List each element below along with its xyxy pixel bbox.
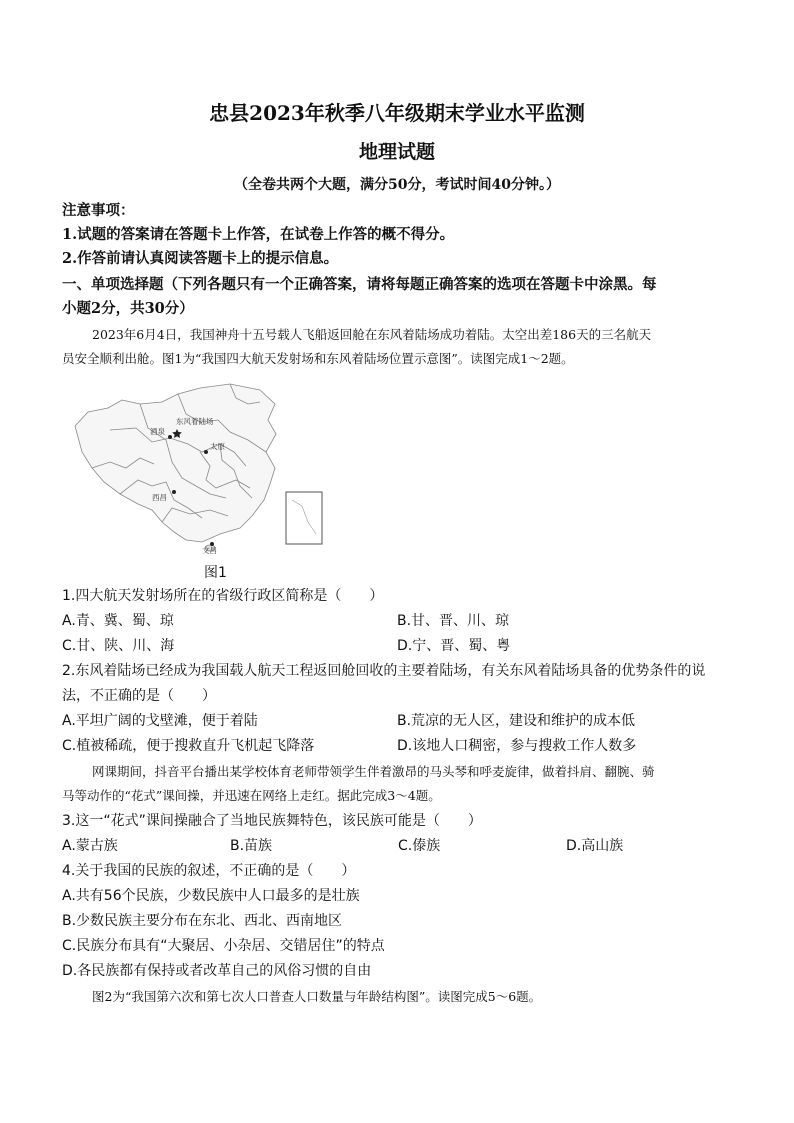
q4-stem: 4.关于我国的民族的叙述，不正确的是（ ）	[62, 863, 356, 879]
q4-option-b: B.少数民族主要分布在东北、西北、西南地区	[62, 913, 343, 929]
label-jiuquan: 酒泉	[150, 427, 165, 436]
subject-title: 地理试题	[358, 141, 435, 163]
q2-option-d: D.该地人口稠密，参与搜救工作人数多	[397, 738, 637, 754]
label-xichang: 西昌	[152, 493, 167, 502]
passage2-line1: 网课期间，抖音平台播出某学校体育老师带领学生伴着激昂的马头琴和呼麦旋律，做着抖肩、翻腕、骑	[92, 764, 655, 779]
q2-stem: 2.东风着陆场已经成为我国载人航天工程返回舱回收的主要着陆场，有关东风着陆场具备的优势条件的说	[62, 663, 706, 679]
q3-option-a: A.蒙古族	[62, 838, 118, 854]
notice-heading: 注意事项：	[62, 202, 135, 219]
q4-option-a: A.共有56个民族，少数民族中人口最多的是壮族	[62, 888, 360, 904]
q4-option-c: C.民族分布具有“大聚居、小杂居、交错居住”的特点	[62, 938, 385, 954]
section1-heading-cont: 小题2分，共30分）	[62, 300, 194, 317]
q2-stem-cont: 法，不正确的是（ ）	[62, 688, 216, 704]
label-taiyuan: 太原	[210, 442, 225, 451]
exam-info: （全卷共两个大题，满分50分，考试时间40分钟。）	[234, 177, 560, 193]
q4-option-d: D.各民族都有保持或者改革自己的风俗习惯的自由	[62, 963, 372, 979]
q3-option-d: D.高山族	[566, 838, 624, 854]
section1-heading: 一、单项选择题（下列各题只有一个正确答案，请将每题正确答案的选项在答题卡中涂黑。每	[62, 276, 657, 293]
passage3-line1: 图2为“我国第六次和第七次人口普查人口数量与年龄结构图”。读图完成5～6题。	[92, 989, 542, 1004]
label-dongfeng: 东风着陆场	[176, 417, 214, 426]
q1-stem: 1.四大航天发射场所在的省级行政区简称是（ ）	[62, 588, 384, 604]
q3-option-c: C.傣族	[398, 838, 441, 854]
exam-title: 忠县2023年秋季八年级期末学业水平监测	[209, 101, 585, 125]
q2-option-b: B.荒凉的无人区，建设和维护的成本低	[397, 713, 636, 729]
china-launch-sites-map	[70, 382, 340, 554]
notice-item-2: 2.作答前请认真阅读答题卡上的提示信息。	[62, 250, 339, 267]
passage1-line1: 2023年6月4日，我国神舟十五号载人飞船返回舱在东风着陆场成功着陆。太空出差186天的三名航天	[92, 327, 652, 342]
label-wenchang: 文昌	[202, 546, 217, 554]
figure1-caption: 图1	[204, 565, 227, 581]
q1-option-a: A.青、冀、蜀、琼	[62, 613, 174, 629]
q1-option-b: B.甘、晋、川、琼	[397, 613, 510, 629]
q1-option-c: C.甘、陕、川、海	[62, 638, 175, 654]
notice-item-1: 1.试题的答案请在答题卡上作答，在试卷上作答的概不得分。	[62, 226, 455, 243]
q3-stem: 3.这一“花式”课间操融合了当地民族舞特色，该民族可能是（ ）	[62, 813, 482, 829]
q3-option-b: B.苗族	[230, 838, 273, 854]
q2-option-c: C.植被稀疏，便于搜救直升飞机起飞降落	[62, 738, 315, 754]
q1-option-d: D.宁、晋、蜀、粤	[397, 638, 511, 654]
passage1-line2: 员安全顺利出舱。图1为“我国四大航天发射场和东风着陆场位置示意图”。读图完成1～2题。	[62, 351, 574, 366]
passage2-line2: 马等动作的“花式”课间操，并迅速在网络上走红。据此完成3～4题。	[62, 788, 441, 803]
q2-option-a: A.平坦广阔的戈壁滩，便于着陆	[62, 713, 258, 729]
